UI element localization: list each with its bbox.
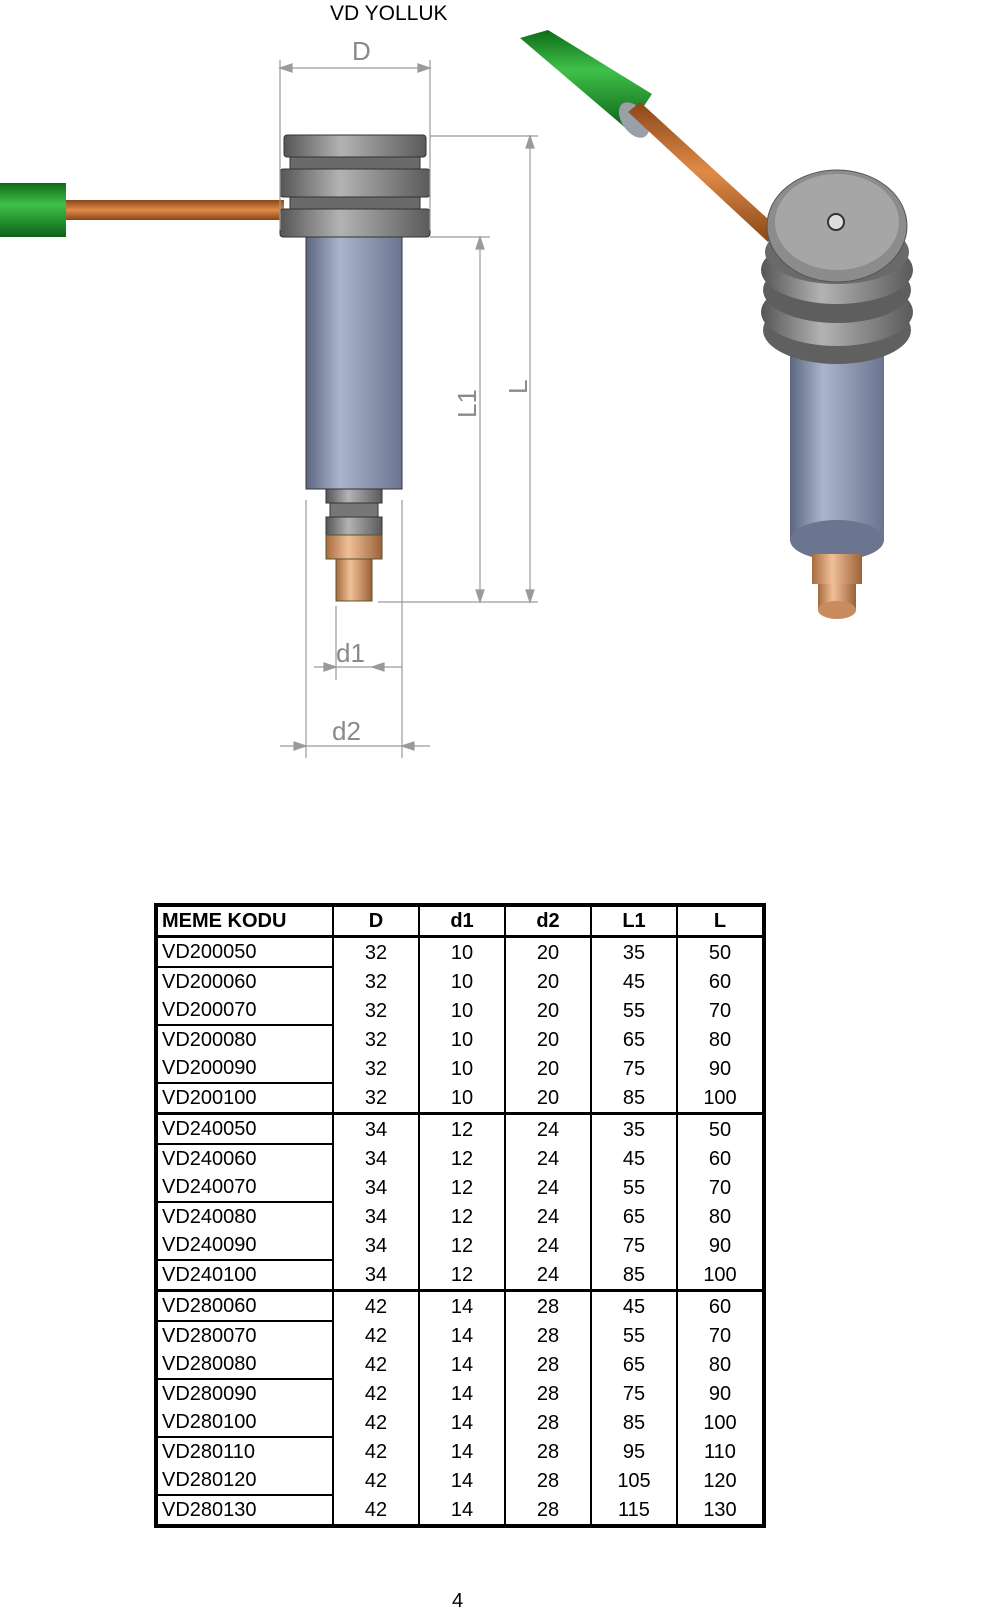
cell-meme-kodu: VD280100 [156, 1408, 333, 1437]
cell-meme-kodu: VD280130 [156, 1495, 333, 1526]
cell-value: 20 [505, 967, 591, 996]
cell-value: 42 [333, 1437, 419, 1466]
front-view [0, 135, 430, 601]
cell-meme-kodu: VD240050 [156, 1114, 333, 1145]
cell-value: 60 [708, 970, 732, 993]
nozzle-spec-table [154, 903, 766, 1528]
nozzle-technical-drawing [0, 30, 1000, 820]
page-title: VD YOLLUK [330, 2, 448, 25]
cell-value: 10 [419, 967, 505, 996]
cell-value: 34 [333, 1173, 419, 1202]
cell-meme-kodu: VD200070 [156, 996, 333, 1025]
cell-value: 34 [333, 1231, 419, 1260]
cell-value: 32 [333, 1025, 419, 1054]
flange-ring [280, 169, 430, 197]
cell-value: 65 [591, 1202, 677, 1231]
cell-value: 24 [505, 1260, 591, 1291]
cell-value: 60 [708, 1147, 732, 1170]
cell-meme-kodu: VD280080 [156, 1350, 333, 1379]
cell-value: 10 [419, 1054, 505, 1083]
cell-value: 14 [419, 1408, 505, 1437]
cell-value: 14 [419, 1379, 505, 1408]
table-row [156, 1466, 764, 1495]
cell-value: 42 [333, 1321, 419, 1350]
cell-value: 32 [333, 996, 419, 1025]
header-d1: d1 [419, 905, 505, 937]
cell-meme-kodu: VD280060 [156, 1291, 333, 1322]
cell-value: 115 [591, 1495, 677, 1526]
header-D: D [333, 905, 419, 937]
table-row [156, 1437, 764, 1466]
cell-value: 50 [708, 941, 732, 964]
cell-value: 28 [505, 1495, 591, 1526]
cell-value: 24 [505, 1144, 591, 1173]
cell-value: 70 [708, 1324, 732, 1347]
nozzle-neck [326, 489, 382, 503]
cell-value: 12 [419, 1260, 505, 1291]
table-row [156, 937, 764, 968]
table-row [156, 1379, 764, 1408]
cell-value: 110 [704, 1440, 736, 1463]
green-hose [0, 183, 66, 237]
page-number: 4 [452, 1590, 464, 1612]
cell-value: 24 [505, 1173, 591, 1202]
cell-value: 90 [708, 1382, 732, 1405]
table-row [156, 1408, 764, 1437]
cell-value: 70 [708, 1176, 732, 1199]
cell-value: 65 [591, 1350, 677, 1379]
cell-value: 24 [505, 1231, 591, 1260]
cell-value: 28 [505, 1466, 591, 1495]
table-row [156, 1083, 764, 1114]
header-L1: L1 [591, 905, 677, 937]
cell-value: 14 [419, 1437, 505, 1466]
cell-value: 75 [591, 1379, 677, 1408]
cell-value: 34 [333, 1144, 419, 1173]
cell-value: 28 [505, 1350, 591, 1379]
cell-value: 20 [505, 937, 591, 968]
cell-value: 20 [505, 1054, 591, 1083]
cell-value: 10 [419, 1025, 505, 1054]
nozzle-hole [828, 214, 844, 230]
cell-value: 42 [333, 1495, 419, 1526]
cell-value: 42 [333, 1466, 419, 1495]
header-meme-kodu: MEME KODU [156, 905, 333, 937]
cell-meme-kodu: VD200050 [156, 937, 333, 968]
cell-meme-kodu: VD240090 [156, 1231, 333, 1260]
cell-value: 34 [333, 1260, 419, 1291]
cell-value: 42 [333, 1291, 419, 1322]
cell-value: 10 [419, 937, 505, 968]
cell-value: 32 [333, 937, 419, 968]
cell-value: 14 [419, 1291, 505, 1322]
cell-value: 12 [419, 1202, 505, 1231]
cell-value: 32 [333, 967, 419, 996]
table-body [156, 937, 764, 1527]
cell-meme-kodu: VD280120 [156, 1466, 333, 1495]
cell-value: 45 [591, 967, 677, 996]
cell-meme-kodu: VD280110 [156, 1437, 333, 1466]
table-row [156, 1350, 764, 1379]
cell-value: 95 [591, 1437, 677, 1466]
copper-pipe [628, 102, 780, 242]
table-row [156, 1173, 764, 1202]
cell-value: 32 [333, 1054, 419, 1083]
table-row [156, 1114, 764, 1145]
cell-value: 35 [591, 937, 677, 968]
cell-value: 45 [591, 1291, 677, 1322]
cell-meme-kodu: VD240100 [156, 1260, 333, 1291]
dim-label-d1: d1 [336, 638, 365, 668]
dim-label-L: L [503, 379, 533, 394]
cell-value: 42 [333, 1350, 419, 1379]
cell-meme-kodu: VD240080 [156, 1202, 333, 1231]
flange-ring [284, 135, 426, 157]
cell-value: 120 [703, 1469, 737, 1492]
cell-meme-kodu: VD200100 [156, 1083, 333, 1114]
cell-value: 100 [677, 1260, 764, 1291]
table-row [156, 996, 764, 1025]
cell-value: 80 [708, 1353, 732, 1376]
cell-value: 80 [708, 1028, 732, 1051]
nozzle-neck [330, 503, 378, 517]
header-L: L [677, 905, 764, 937]
cell-value: 24 [505, 1202, 591, 1231]
cell-value: 45 [591, 1144, 677, 1173]
cell-value: 12 [419, 1173, 505, 1202]
cell-value: 34 [333, 1114, 419, 1145]
cell-value: 130 [703, 1498, 737, 1521]
flange-ring [280, 209, 430, 237]
cell-value: 20 [505, 1025, 591, 1054]
cell-value: 85 [591, 1408, 677, 1437]
cell-meme-kodu: VD240060 [156, 1144, 333, 1173]
copper-pipe [66, 200, 284, 220]
cell-value: 75 [591, 1231, 677, 1260]
nozzle-body [306, 237, 402, 489]
cell-value: 90 [708, 1057, 732, 1080]
brass-tip-end [818, 601, 856, 619]
table-row [156, 1495, 764, 1526]
cell-value: 42 [333, 1408, 419, 1437]
table-row [156, 1202, 764, 1231]
cell-value: 55 [591, 1173, 677, 1202]
cell-value: 55 [591, 1321, 677, 1350]
header-d2: d2 [505, 905, 591, 937]
table-row [156, 1321, 764, 1350]
table-header-row [156, 905, 764, 937]
cell-value: 42 [333, 1379, 419, 1408]
cell-value: 55 [591, 996, 677, 1025]
cell-meme-kodu: VD200060 [156, 967, 333, 996]
cell-value: 28 [505, 1291, 591, 1322]
cell-meme-kodu: VD200080 [156, 1025, 333, 1054]
brass-hex [326, 535, 382, 559]
cell-meme-kodu: VD280070 [156, 1321, 333, 1350]
isometric-view [520, 30, 913, 619]
cell-value: 20 [505, 1083, 591, 1114]
cell-value: 12 [419, 1231, 505, 1260]
cell-meme-kodu: VD200090 [156, 1054, 333, 1083]
table-row [156, 1144, 764, 1173]
cell-value: 34 [333, 1202, 419, 1231]
cell-value: 70 [708, 999, 732, 1022]
cell-value: 32 [333, 1083, 419, 1114]
table-row [156, 967, 764, 996]
cell-value: 100 [677, 1083, 764, 1114]
cell-value: 50 [708, 1118, 732, 1141]
cell-value: 28 [505, 1321, 591, 1350]
brass-hex [812, 554, 862, 584]
table-row [156, 1054, 764, 1083]
cell-value: 65 [591, 1025, 677, 1054]
cell-value: 105 [591, 1466, 677, 1495]
dim-label-L1: L1 [452, 389, 482, 418]
dim-label-D: D [352, 36, 371, 66]
cell-value: 10 [419, 996, 505, 1025]
nozzle-neck [326, 517, 382, 535]
cell-value: 20 [505, 996, 591, 1025]
table-row [156, 1025, 764, 1054]
table-row [156, 1260, 764, 1291]
cell-value: 85 [591, 1083, 677, 1114]
cell-value: 80 [708, 1205, 732, 1228]
cell-value: 85 [591, 1260, 677, 1291]
cell-value: 60 [708, 1295, 732, 1318]
cell-value: 100 [703, 1411, 737, 1434]
cell-value: 14 [419, 1495, 505, 1526]
cell-value: 28 [505, 1437, 591, 1466]
cell-value: 24 [505, 1114, 591, 1145]
cell-meme-kodu: VD240070 [156, 1173, 333, 1202]
cell-value: 75 [591, 1054, 677, 1083]
cell-value: 12 [419, 1114, 505, 1145]
cell-value: 28 [505, 1379, 591, 1408]
flange-ring [290, 157, 420, 169]
cell-value: 12 [419, 1144, 505, 1173]
flange-ring [290, 197, 420, 209]
cell-value: 14 [419, 1321, 505, 1350]
brass-tip [336, 559, 372, 601]
cell-value: 14 [419, 1350, 505, 1379]
cell-value: 28 [505, 1408, 591, 1437]
cell-value: 90 [708, 1234, 732, 1257]
table-row [156, 1291, 764, 1322]
cell-value: 14 [419, 1466, 505, 1495]
cell-meme-kodu: VD280090 [156, 1379, 333, 1408]
table-row [156, 1231, 764, 1260]
cell-value: 35 [591, 1114, 677, 1145]
cell-value: 10 [419, 1083, 505, 1114]
dim-label-d2: d2 [332, 716, 361, 746]
